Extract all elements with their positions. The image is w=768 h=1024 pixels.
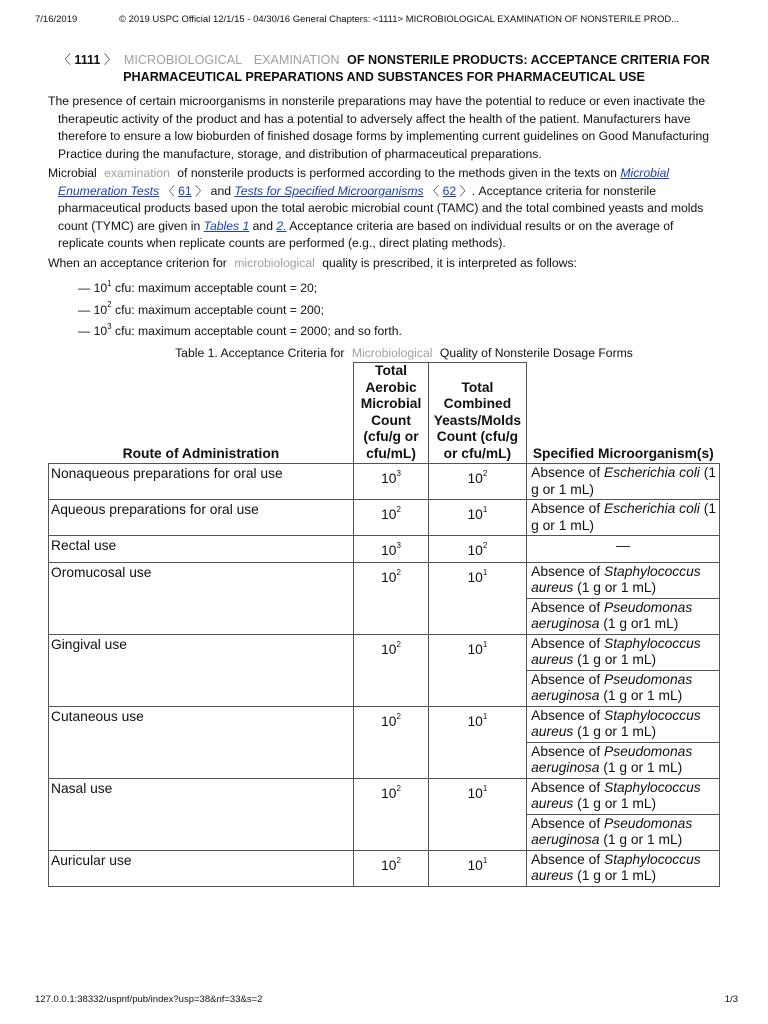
chevron-close: 〉 [459,183,472,198]
title-line2: PHARMACEUTICAL PREPARATIONS AND SUBSTANCES FOR PHARMACEUTICAL USE [123,70,645,84]
count-cell [428,634,526,706]
list-text: cfu: maximum acceptable count = 2000; and so forth. [114,324,402,338]
count-base: 10 [467,569,483,585]
org-prefix: Absence of [531,465,601,480]
link-microbial-enumeration-tests[interactable]: Microbial Enumeration Tests [58,166,670,198]
count-exponent: 2 [396,639,401,649]
link-chapter-62[interactable]: 62 [442,183,457,198]
org-prefix: Absence of [531,779,601,795]
methods-paragraph [48,165,720,253]
route-cell: Aqueous preparations for oral use [49,500,354,536]
count-cell [354,536,428,563]
count-exponent: 1 [482,639,488,649]
count-base: 10 [467,543,483,558]
count-base: 10 [381,785,397,801]
specified-cell [527,464,720,500]
org-amount: (1 g or 1 mL) [603,760,683,775]
link-tests-specified-microorganisms[interactable]: Tests for Specified Microorganisms [234,183,424,198]
table-row [49,706,720,742]
org-name: Escherichia coli [604,465,700,480]
chevron-close: 〉 [195,183,208,198]
org-amount: (1 g or1 mL) [603,616,679,631]
route-cell: Rectal use [49,536,354,563]
list-prefix: — 10 [78,302,108,317]
caption-grey-term: Microbiological [351,345,433,360]
count-base: 10 [467,785,483,801]
route-cell: Nasal use [49,778,354,850]
specified-cell [527,814,720,850]
specified-cell [527,562,720,598]
count-base: 10 [381,641,397,657]
list-item [78,302,720,320]
count-cell [354,778,428,850]
count-exponent: 2 [482,541,488,551]
count-cell [354,500,428,536]
caption-end: Quality of Nonsterile Dosage Forms [439,345,633,360]
table-row [49,850,720,886]
title-grey-examination: EXAMINATION [253,53,340,67]
route-cell: Gingival use [49,634,354,706]
count-exponent: 3 [396,469,401,479]
acceptable-count-list [78,280,720,341]
table-caption [48,345,720,363]
count-base: 10 [467,507,483,522]
org-amount: (1 g or 1 mL) [577,868,657,883]
org-name: Pseudomonas aeruginosa [531,815,693,847]
count-cell [428,500,526,536]
print-url: 127.0.0.1:38332/uspnf/pub/index?usp=38&nf=33&s=2 [35,994,263,1005]
list-text: cfu: maximum acceptable count = 200; [114,302,324,317]
header-tamc: Total Aerobic Microbial Count (cfu/g or cfu/mL) [354,363,428,464]
count-exponent: 2 [396,567,401,577]
org-amount: (1 g or 1 mL) [577,652,657,667]
p3-start: When an acceptance criterion for [48,255,227,270]
org-prefix: Absence of [531,707,601,723]
org-amount: (1 g or 1 mL) [577,724,657,739]
count-exponent: 2 [396,711,401,721]
chapter-title [48,52,720,86]
route-cell: Cutaneous use [49,706,354,778]
count-exponent: 1 [482,855,488,865]
count-exponent: 1 [482,711,488,721]
count-exponent: 1 [482,567,488,577]
specified-cell: — [527,536,720,563]
count-exponent: 2 [482,469,488,479]
p2-after: . Acceptance criteria for nonsterile pharmaceutical products based upon the total aerobic microbial count (TAMC) and the total combined yeasts and molds count (TYMC) are given in [58,183,704,233]
count-base: 10 [467,641,483,657]
org-prefix: Absence of [531,743,601,759]
count-cell [354,706,428,778]
chevron-open: 〈 [58,53,71,67]
count-base: 10 [381,471,397,486]
count-exponent: 3 [396,541,401,551]
org-name: Pseudomonas aeruginosa [531,599,693,631]
org-amount: (1 g or 1 mL) [531,465,716,497]
link-table-2[interactable]: 2. [276,218,287,233]
org-prefix: Absence of [531,563,601,579]
org-amount: (1 g or 1 mL) [603,688,683,703]
count-exponent: 2 [396,505,401,515]
table-row [49,536,720,563]
org-name: Staphylococcus aureus [531,707,701,739]
count-base: 10 [381,713,397,729]
count-cell [354,562,428,634]
org-name: Staphylococcus aureus [531,563,701,595]
specified-cell [527,778,720,814]
specified-cell [527,706,720,742]
table-body [49,464,720,887]
count-cell [354,850,428,886]
header-route: Route of Administration [49,363,354,464]
table-row [49,778,720,814]
count-base: 10 [467,857,483,873]
link-tables-1[interactable]: Tables 1 [203,218,250,233]
p2-mid: of nonsterile products is performed according to the methods given in the texts on [177,166,617,180]
count-base: 10 [381,569,397,585]
org-prefix: Absence of [531,815,601,831]
table-row [49,634,720,670]
print-header [35,14,738,30]
p3-end: quality is prescribed, it is interpreted as follows: [322,255,577,270]
specified-cell [527,670,720,706]
route-cell: Oromucosal use [49,562,354,634]
intro-paragraph: The presence of certain microorganisms in nonsterile preparations may have the potential to reduce or even inactivate the therapeutic activity of the product and has a potential to adversely affect the health of the patient. Manufacturers have therefore to ensure a low bioburden of finished dosage forms by implementing current guidelines on Good Manufacturing Practice during the manufacture, storage, and distribution of pharmaceutical preparations. [48,94,710,161]
count-cell [354,634,428,706]
list-exponent: 1 [107,278,112,288]
p2-and-2: and [252,218,273,233]
specified-cell [527,598,720,634]
org-prefix: Absence of [531,851,601,867]
list-exponent: 3 [107,321,112,331]
caption-start: Table 1. Acceptance Criteria for [175,345,345,360]
org-name: Pseudomonas aeruginosa [531,671,693,703]
org-name: Escherichia coli [604,501,700,516]
acceptance-criteria-table [48,362,720,887]
chevron-open: 〈 [427,183,440,198]
specified-cell [527,742,720,778]
count-exponent: 1 [482,783,488,793]
org-prefix: Absence of [531,599,601,615]
document-content [48,52,720,887]
org-prefix: Absence of [531,635,601,651]
print-date: 7/16/2019 [35,14,78,25]
route-cell: Nonaqueous preparations for oral use [49,464,354,500]
count-cell [428,850,526,886]
header-specified-microorganisms: Specified Microorganism(s) [527,363,720,464]
count-cell [354,464,428,500]
count-cell [428,778,526,850]
count-base: 10 [467,713,483,729]
list-item [78,323,720,341]
list-exponent: 2 [107,300,112,310]
count-cell [428,536,526,563]
header-tymc: Total Combined Yeasts/Molds Count (cfu/g or cfu/mL) [428,363,526,464]
count-base: 10 [381,857,397,873]
table-row [49,464,720,500]
list-text: cfu: maximum acceptable count = 20; [114,281,318,295]
table-row [49,500,720,536]
count-exponent: 2 [396,783,401,793]
org-amount: (1 g or 1 mL) [577,796,657,811]
count-exponent: 1 [482,505,488,515]
count-cell [428,706,526,778]
chevron-open: 〈 [162,183,175,198]
print-title: © 2019 USPC Official 12/1/15 - 04/30/16 General Chapters: <1111> MICROBIOLOGICAL EXAMINATION OF NONSTERILE PROD... [119,14,680,25]
org-amount: (1 g or 1 mL) [531,501,716,533]
count-base: 10 [381,543,397,558]
p2-and: and [210,183,232,198]
p2-start: Microbial [48,166,97,180]
list-item [78,280,720,298]
link-chapter-61[interactable]: 61 [178,183,192,198]
route-cell: Auricular use [49,850,354,886]
specified-cell [527,634,720,670]
p2-end: Acceptance criteria are based on individual results or on the average of replicate counts when replicate counts are performed (e.g., direct plating methods). [58,218,674,250]
count-cell [428,464,526,500]
org-amount: (1 g or 1 mL) [577,580,657,595]
chevron-close: 〉 [103,53,117,67]
count-exponent: 2 [396,855,401,865]
org-name: Pseudomonas aeruginosa [531,743,693,775]
print-footer [35,994,738,1008]
org-prefix: Absence of [531,671,601,687]
specified-cell [527,850,720,886]
specified-cell [527,500,720,536]
table-row [49,562,720,598]
list-prefix: — 10 [78,324,108,338]
count-cell [428,562,526,634]
org-name: Staphylococcus aureus [531,635,701,667]
org-prefix: Absence of [531,501,601,516]
title-rest: OF NONSTERILE PRODUCTS: ACCEPTANCE CRITERIA FOR [347,53,710,67]
title-grey-microbiological: MICROBIOLOGICAL [123,53,243,67]
print-page-number: 1/3 [724,994,738,1005]
count-base: 10 [467,471,483,486]
list-prefix: — 10 [78,281,108,295]
interpretation-paragraph [48,255,720,273]
org-amount: (1 g or 1 mL) [603,832,683,847]
count-base: 10 [381,507,397,522]
org-name: Staphylococcus aureus [531,851,701,883]
p3-grey-term: microbiological [234,255,315,270]
table-header-row [49,363,720,464]
p2-grey-term: examination [104,166,170,180]
org-name: Staphylococcus aureus [531,779,701,811]
chapter-number: 1111 [74,53,101,67]
